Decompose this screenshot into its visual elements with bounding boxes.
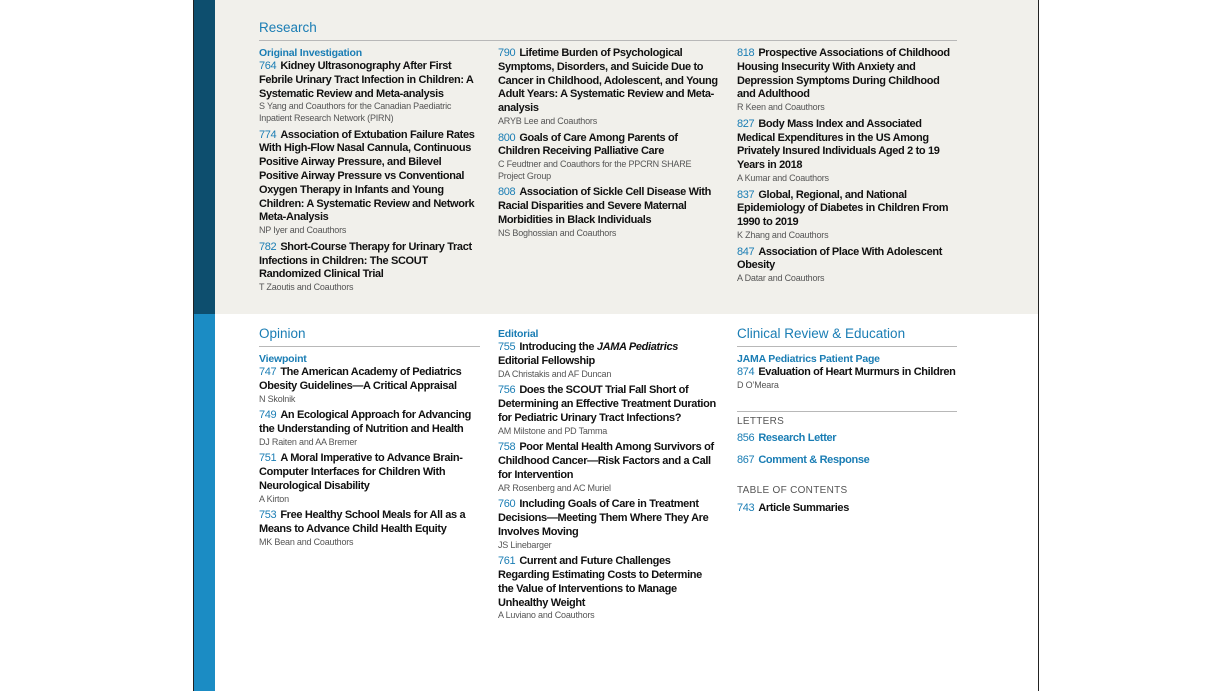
clinical-review-heading: Clinical Review & Education bbox=[737, 326, 906, 341]
article-title: Poor Mental Health Among Survivors of Childhood Cancer—Risk Factors and a Call for Intervention bbox=[498, 441, 714, 481]
viewpoint-label: Viewpoint bbox=[259, 353, 307, 365]
article-authors: C Feudtner and Coauthors for the PPCRN SHARE Project Group bbox=[498, 159, 692, 181]
article-entry[interactable] bbox=[259, 241, 481, 294]
page-number: 753 bbox=[259, 509, 277, 522]
clinical-rule bbox=[737, 346, 957, 347]
article-authors: NS Boghossian and Coauthors bbox=[498, 227, 617, 238]
article-entry[interactable] bbox=[259, 409, 481, 448]
article-entry[interactable] bbox=[498, 555, 720, 622]
article-title: A Moral Imperative to Advance Brain-Computer Interfaces for Children With Neurological Disability bbox=[259, 452, 463, 492]
article-authors: MK Bean and Coauthors bbox=[259, 536, 354, 547]
article-title: Association of Extubation Failure Rates With High-Flow Nasal Cannula, Continuous Positive Airway Pressure, and Bilevel Positive Airway Pressure vs Conventional Oxygen Therapy in Infants and Young Children: A Systematic Review and Network Meta-Analysis bbox=[259, 128, 475, 224]
research-col-3 bbox=[737, 47, 959, 289]
research-col-1 bbox=[259, 47, 481, 298]
article-entry[interactable] bbox=[259, 129, 481, 237]
page-number: 761 bbox=[498, 555, 516, 568]
journal-name: JAMA Pediatrics bbox=[596, 341, 678, 353]
opinion-heading: Opinion bbox=[259, 326, 306, 341]
article-title: Body Mass Index and Associated Medical Expenditures in the US Among Privately Insured Individuals Aged 2 to 19 Years in 2018 bbox=[737, 117, 940, 172]
clinical-col bbox=[737, 353, 959, 395]
article-authors: R Keen and Coauthors bbox=[737, 102, 825, 113]
opinion-rule bbox=[259, 346, 480, 347]
page-number: 818 bbox=[737, 47, 755, 59]
page-number: 808 bbox=[498, 186, 516, 199]
article-authors: A Luviano and Coauthors bbox=[498, 610, 595, 621]
article-title: Association of Place With Adolescent Obesity bbox=[737, 245, 943, 272]
toc-label: TABLE OF CONTENTS bbox=[737, 485, 848, 496]
article-title: Goals of Care Among Parents of Children Receiving Palliative Care bbox=[498, 131, 678, 158]
article-title: Lifetime Burden of Psychological Symptoms, Disorders, and Suicide Due to Cancer in Childhood, Adolescent, and Young Adult Years: A Systematic Review and Meta-analysis bbox=[498, 47, 718, 115]
article-entry[interactable] bbox=[498, 498, 720, 551]
research-rule bbox=[259, 40, 957, 41]
article-entry[interactable] bbox=[259, 509, 481, 548]
article-authors: T Zaoutis and Coauthors bbox=[259, 282, 354, 293]
article-title: Does the SCOUT Trial Fall Short of Determining an Effective Treatment Duration for Pediatric Urinary Tract Infections? bbox=[498, 384, 716, 424]
article-authors: JS Linebarger bbox=[498, 539, 552, 550]
article-entry[interactable] bbox=[498, 384, 720, 437]
article-authors: N Skolnik bbox=[259, 393, 296, 404]
page-number: 751 bbox=[259, 452, 277, 465]
side-bar-light bbox=[194, 314, 215, 691]
page-number: 800 bbox=[498, 131, 516, 144]
article-entry[interactable] bbox=[737, 246, 959, 285]
article-entry[interactable] bbox=[498, 132, 720, 183]
side-bar-dark bbox=[194, 0, 215, 314]
article-authors: DJ Raiten and AA Bremer bbox=[259, 436, 357, 447]
article-title: Including Goals of Care in Treatment Decisions—Meeting Them Where They Are Involves Moving bbox=[498, 498, 709, 538]
patient-page-label: JAMA Pediatrics Patient Page bbox=[737, 353, 880, 365]
page-number: 782 bbox=[259, 240, 277, 253]
article-authors: A Kumar and Coauthors bbox=[737, 172, 829, 183]
page-number: 756 bbox=[498, 384, 516, 397]
article-authors: S Yang and Coauthors for the Canadian Paediatric Inpatient Research Network (PIRN) bbox=[259, 101, 452, 123]
article-title: Free Healthy School Meals for All as a Means to Advance Child Health Equity bbox=[259, 509, 466, 536]
editorial-col bbox=[498, 328, 720, 626]
research-col-2 bbox=[498, 47, 720, 243]
article-title: Kidney Ultrasonography After First Febrile Urinary Tract Infection in Children: A Systematic Review and Meta-analysis bbox=[259, 60, 474, 100]
article-title: Evaluation of Heart Murmurs in Children bbox=[758, 366, 956, 378]
article-title: Short-Course Therapy for Urinary Tract Infections in Children: The SCOUT Randomized Clinical Trial bbox=[259, 240, 472, 281]
page-number: 867 bbox=[737, 454, 755, 466]
page-number: 747 bbox=[259, 366, 277, 378]
page-number: 760 bbox=[498, 498, 516, 511]
toc-entry[interactable] bbox=[737, 502, 957, 516]
article-title: Research Letter bbox=[758, 432, 837, 444]
article-title: The American Academy of Pediatrics Obesity Guidelines—A Critical Appraisal bbox=[259, 366, 462, 392]
page-number: 758 bbox=[498, 441, 516, 454]
article-title: Current and Future Challenges Regarding Estimating Costs to Determine the Value of Interventions to Manage Unhealthy Weight bbox=[498, 555, 702, 609]
article-authors: ARYB Lee and Coauthors bbox=[498, 115, 598, 126]
page-number: 856 bbox=[737, 432, 755, 444]
article-entry[interactable] bbox=[737, 189, 959, 242]
article-entry[interactable] bbox=[259, 60, 481, 125]
page-number: 847 bbox=[737, 245, 755, 258]
opinion-col bbox=[259, 353, 481, 553]
article-authors: A Datar and Coauthors bbox=[737, 273, 825, 284]
page-number: 790 bbox=[498, 47, 516, 59]
article-entry[interactable] bbox=[498, 47, 720, 128]
toc-page bbox=[193, 0, 1039, 691]
page-number: 749 bbox=[259, 409, 277, 422]
page-number: 764 bbox=[259, 60, 277, 72]
article-title: Article Summaries bbox=[758, 502, 849, 514]
original-investigation-label: Original Investigation bbox=[259, 47, 362, 59]
letters-entry[interactable] bbox=[737, 454, 957, 468]
page-number: 774 bbox=[259, 128, 277, 141]
article-entry[interactable] bbox=[737, 118, 959, 185]
article-title: Comment & Response bbox=[758, 454, 870, 466]
article-entry[interactable] bbox=[498, 186, 720, 239]
page-number: 743 bbox=[737, 502, 755, 514]
article-authors: DA Christakis and AF Duncan bbox=[498, 368, 612, 379]
letters-label: LETTERS bbox=[737, 416, 785, 427]
page-number: 827 bbox=[737, 117, 755, 130]
article-entry[interactable] bbox=[498, 441, 720, 494]
article-authors: AM Milstone and PD Tamma bbox=[498, 425, 608, 436]
article-authors: D O’Meara bbox=[737, 379, 779, 390]
article-entry[interactable] bbox=[498, 341, 720, 380]
page-number: 874 bbox=[737, 366, 755, 378]
article-title: Association of Sickle Cell Disease With Racial Disparities and Severe Maternal Morbidities in Black Individuals bbox=[498, 186, 711, 226]
article-authors: NP Iyer and Coauthors bbox=[259, 225, 347, 236]
article-entry[interactable] bbox=[737, 47, 959, 114]
editorial-label: Editorial bbox=[498, 328, 539, 340]
article-authors: K Zhang and Coauthors bbox=[737, 229, 829, 240]
article-title: Prospective Associations of Childhood Housing Insecurity With Anxiety and Depression Symptoms During Childhood and Adulthood bbox=[737, 47, 950, 101]
letters-rule bbox=[737, 411, 957, 412]
letters-entry[interactable] bbox=[737, 432, 957, 446]
article-title-end: Editorial Fellowship bbox=[498, 354, 595, 367]
article-title: An Ecological Approach for Advancing the Understanding of Nutrition and Health bbox=[259, 409, 472, 435]
article-title: Global, Regional, and National Epidemiology of Diabetes in Children From 1990 to 2019 bbox=[737, 188, 949, 229]
article-title: Introducing the bbox=[519, 341, 597, 353]
page-number: 837 bbox=[737, 188, 755, 201]
page-number: 755 bbox=[498, 341, 516, 353]
article-entry[interactable] bbox=[737, 366, 959, 391]
article-authors: A Kirton bbox=[259, 493, 289, 504]
article-authors: AR Rosenberg and AC Muriel bbox=[498, 482, 611, 493]
article-entry[interactable] bbox=[259, 452, 481, 505]
article-entry[interactable] bbox=[259, 366, 481, 405]
research-heading: Research bbox=[259, 20, 317, 35]
